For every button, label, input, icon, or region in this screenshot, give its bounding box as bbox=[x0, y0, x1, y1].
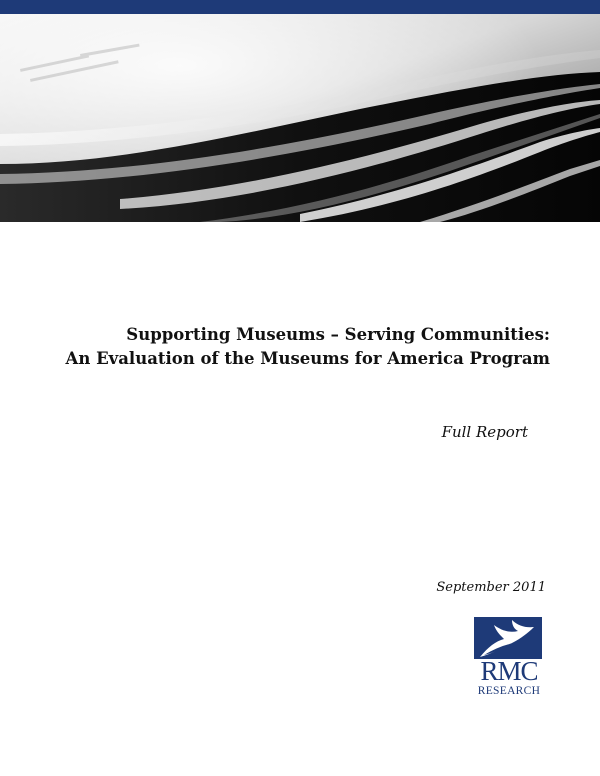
title-line-1: Supporting Museums – Serving Communities: bbox=[126, 325, 550, 344]
report-subtitle: Full Report bbox=[441, 423, 528, 441]
logo-text-research: RESEARCH bbox=[477, 685, 541, 697]
top-color-bar bbox=[0, 0, 600, 14]
title-line-2: An Evaluation of the Museums for America Program bbox=[65, 349, 550, 368]
logo-text-rmc: RMC bbox=[480, 656, 538, 686]
publication-date: September 2011 bbox=[436, 580, 546, 595]
cover-image-book-pages bbox=[0, 14, 600, 222]
rmc-research-logo bbox=[470, 617, 548, 699]
bird-wing-icon bbox=[474, 617, 542, 659]
report-title bbox=[30, 323, 550, 371]
